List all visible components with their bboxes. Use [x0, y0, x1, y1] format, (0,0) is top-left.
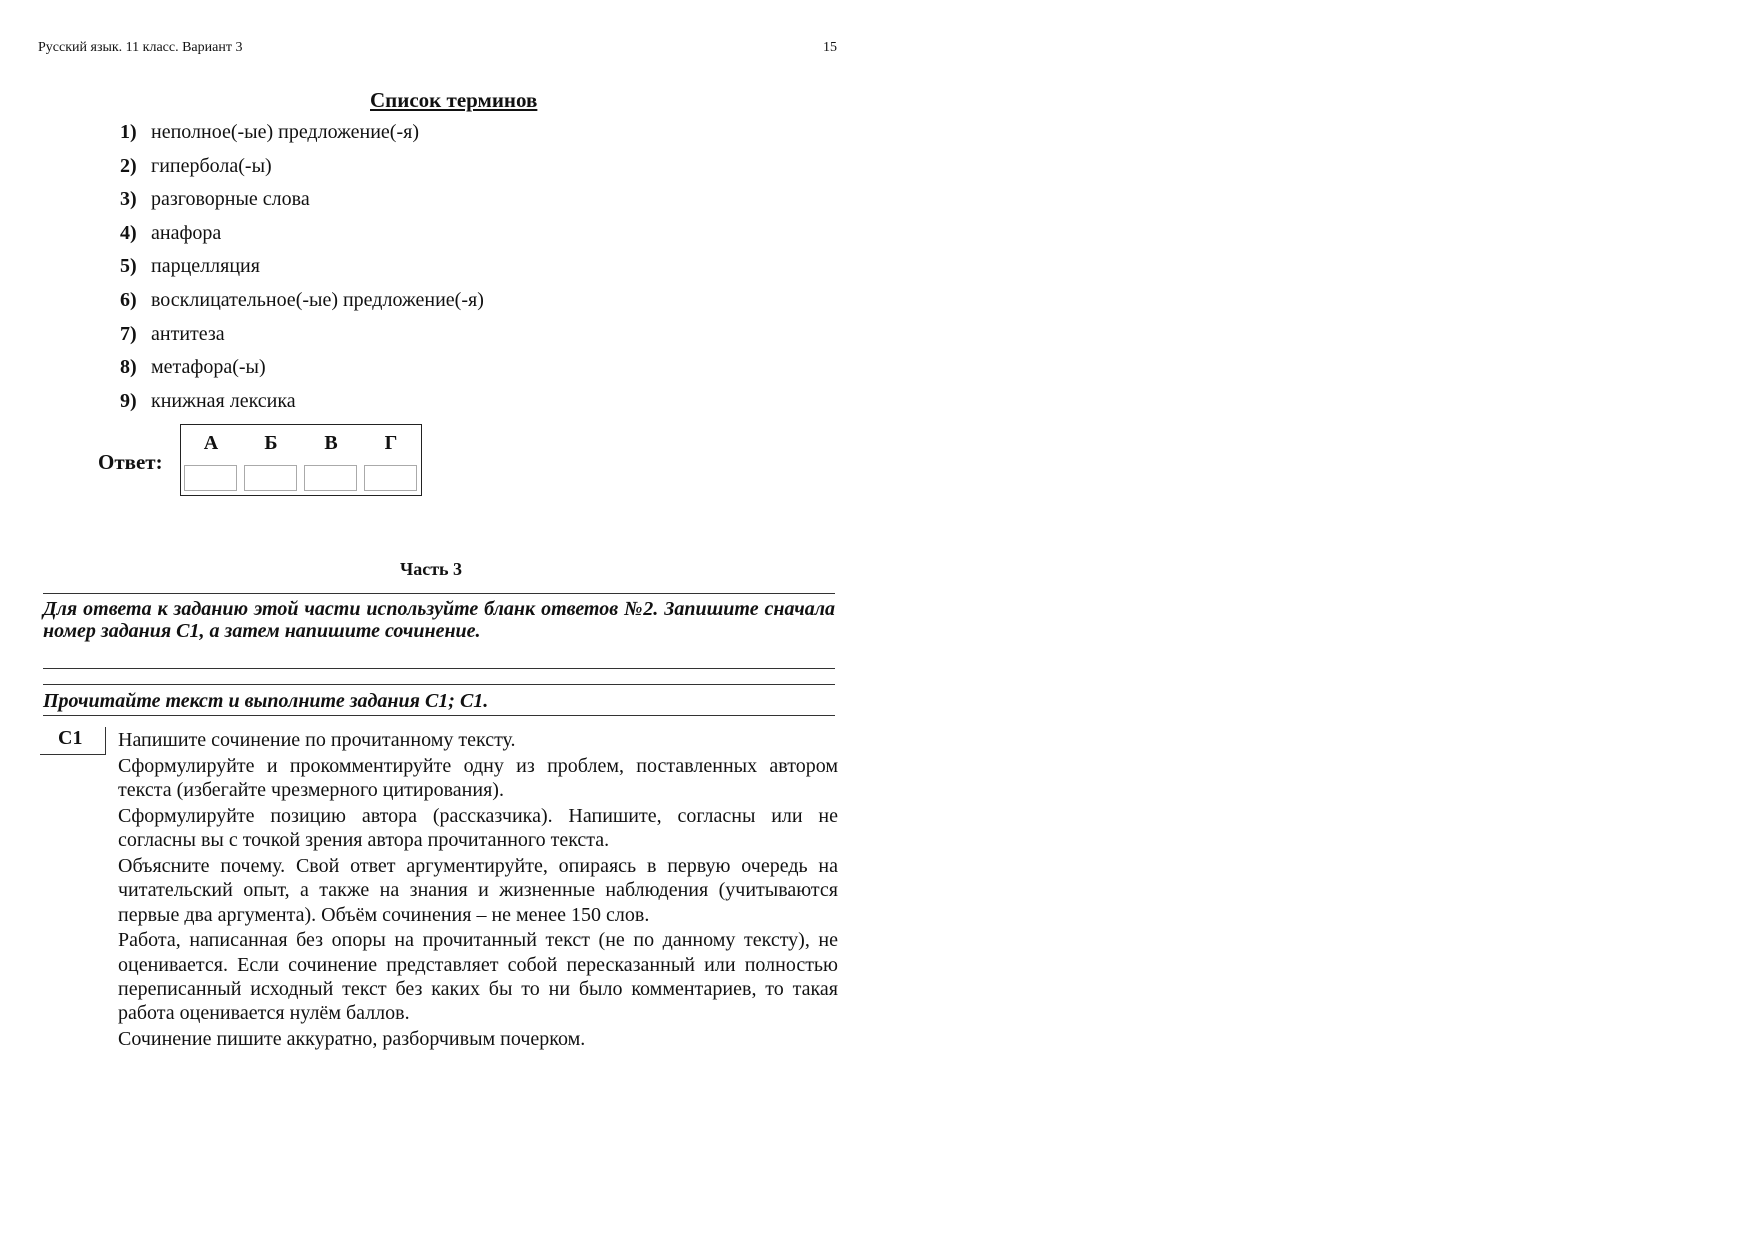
- term-item: [120, 255, 260, 278]
- term-number: 5): [120, 255, 137, 277]
- divider: [43, 593, 835, 594]
- answer-table: [180, 424, 422, 496]
- term-item: [120, 222, 221, 245]
- answer-cell-v[interactable]: [304, 465, 357, 491]
- term-item: [120, 188, 310, 211]
- term-text: антитеза: [151, 323, 225, 345]
- answer-letter: Б: [264, 432, 278, 454]
- term-number: 2): [120, 155, 137, 177]
- answer-letter: Г: [384, 432, 398, 454]
- answer-letter: А: [203, 432, 219, 454]
- term-text: парцелляция: [151, 255, 260, 277]
- term-text: анафора: [151, 222, 222, 244]
- task-text: [118, 728, 838, 1053]
- task-paragraph: Сформулируйте и прокомментируйте одну из проблем, поставленных автором текста (избегайте чрезмерного цитирования).: [118, 754, 838, 802]
- term-item: [120, 121, 419, 144]
- divider: [43, 715, 835, 716]
- page-number: 15: [823, 40, 837, 55]
- header-subject: Русский язык. 11 класс. Вариант 3: [38, 40, 243, 55]
- answer-letter: В: [324, 432, 338, 454]
- task-paragraph: Работа, написанная без опоры на прочитанный текст (не по данному тексту), не оценивается. Если сочинение представляет собой пересказанный или полностью переписанный исходный текст без каких бы то ни было комментариев, то такая работа оценивается нулём баллов.: [118, 929, 838, 1025]
- term-item: [120, 390, 296, 413]
- term-number: 7): [120, 323, 137, 345]
- term-number: 6): [120, 289, 137, 311]
- term-item: [120, 155, 272, 178]
- term-text: гипербола(-ы): [151, 155, 272, 177]
- term-text: книжная лексика: [151, 390, 296, 412]
- read-task-instruction: Прочитайте текст и выполните задания С1; С1.: [43, 690, 489, 712]
- term-number: 3): [120, 188, 137, 210]
- divider: [43, 668, 835, 669]
- task-paragraph: Сформулируйте позицию автора (рассказчика). Напишите, согласны или не согласны вы с точкой зрения автора прочитанного текста.: [118, 804, 838, 852]
- part-instruction: Для ответа к заданию этой части используйте бланк ответов №2. Запишите сначала номер задания С1, а затем напишите сочинение.: [43, 598, 835, 642]
- term-text: восклицательное(-ые) предложение(-я): [151, 289, 484, 311]
- term-item: [120, 323, 225, 346]
- task-number-separator: [105, 727, 106, 755]
- task-paragraph: Напишите сочинение по прочитанному тексту.: [118, 729, 516, 751]
- answer-cell-a[interactable]: [184, 465, 237, 491]
- task-paragraph: Сочинение пишите аккуратно, разборчивым почерком.: [118, 1028, 586, 1051]
- part-title: Часть 3: [400, 559, 463, 579]
- divider: [43, 684, 835, 685]
- term-text: метафора(-ы): [151, 356, 266, 378]
- term-item: [120, 289, 484, 312]
- term-number: 1): [120, 121, 137, 143]
- answer-label: Ответ:: [98, 450, 163, 474]
- task-number: С1: [58, 727, 83, 749]
- term-number: 4): [120, 222, 137, 244]
- task-paragraph: Объясните почему. Свой ответ аргументируйте, опираясь в первую очередь на читательский опыт, а также на знания и жизненные наблюдения (учитываются первые два аргумента). Объём сочинения – не менее 150 слов.: [118, 854, 838, 926]
- term-number: 9): [120, 390, 137, 412]
- answer-cell-g[interactable]: [364, 465, 417, 491]
- answer-cell-b[interactable]: [244, 465, 297, 491]
- task-number-underline: [40, 754, 106, 755]
- terms-list-title: Список терминов: [370, 88, 538, 112]
- term-text: неполное(-ые) предложение(-я): [151, 121, 419, 143]
- term-number: 8): [120, 356, 137, 378]
- term-item: [120, 356, 266, 379]
- term-text: разговорные слова: [151, 188, 310, 210]
